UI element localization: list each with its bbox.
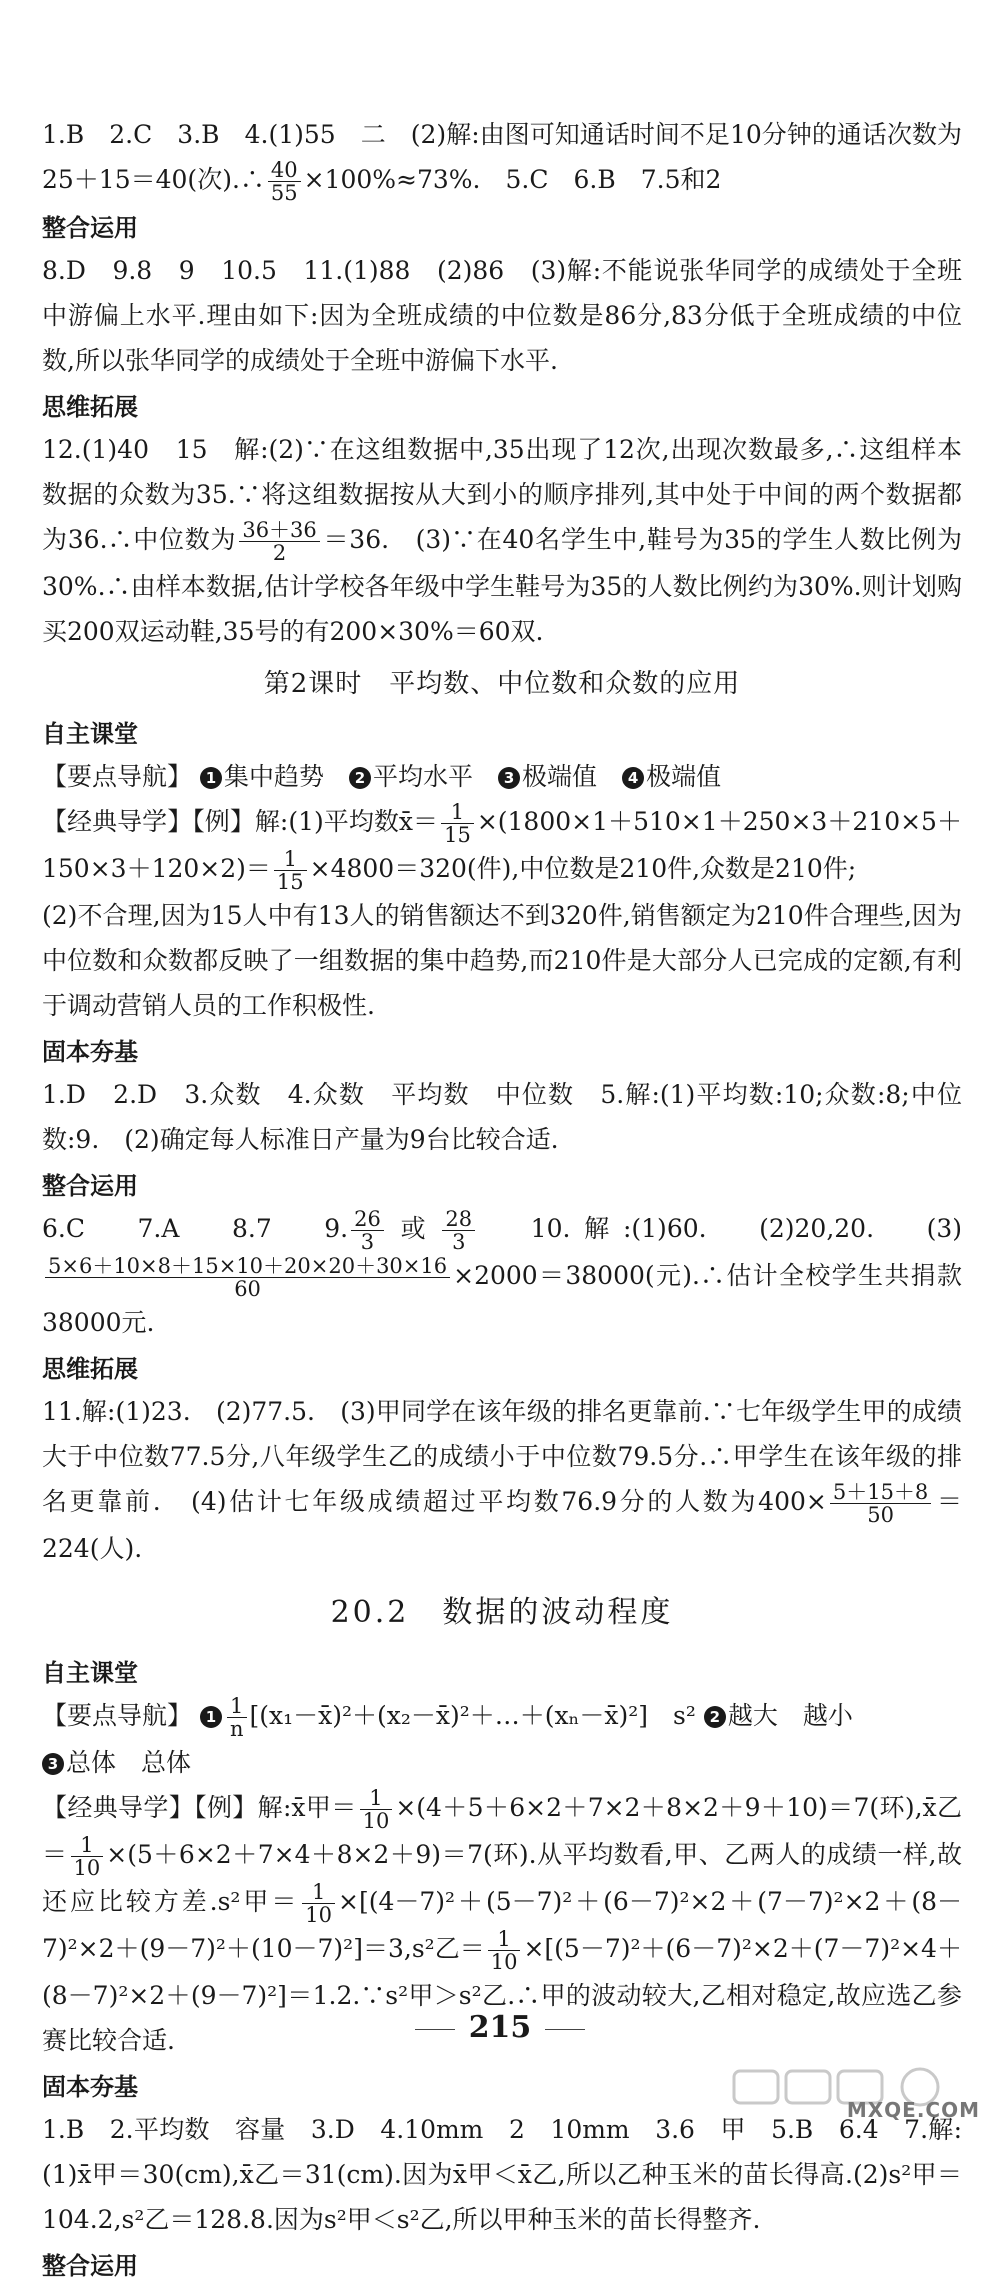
denominator: 10	[73, 1856, 101, 1880]
text: 越大 越小	[727, 1701, 853, 1730]
text: 1.B 2.C 3.B 4.(1)55 二 (2)解:由图可知通话时间不足10分钟的通话	[42, 120, 887, 149]
heading-zhenghe: 整合运用	[42, 214, 138, 242]
numerator: 1	[274, 848, 307, 871]
numerator: 40	[268, 159, 301, 182]
heading-zhenghe: 整合运用	[42, 1172, 138, 1200]
numerator: 26	[351, 1208, 384, 1231]
circled-number: 3	[42, 1753, 64, 1775]
circled-number: 2	[349, 767, 371, 789]
denominator: 2	[272, 541, 287, 565]
watermark-text: MXQE.COM	[846, 2098, 980, 2122]
numerator: 1	[302, 1881, 335, 1904]
answers-block-6	[42, 1389, 962, 1571]
numerator: 1	[360, 1787, 393, 1810]
fraction	[351, 1208, 384, 1253]
numerator: 5＋15＋8	[830, 1481, 931, 1504]
fraction	[268, 159, 301, 204]
example-1	[42, 799, 962, 893]
key-points-2	[42, 1693, 962, 1785]
answers-block-4: 1.D 2.D 3.众数 4.众数 平均数 中位数 5.解:(1)平均数:10;众数:8;中位数:9. (2)确定每人标准日产量为9台比较合适.	[42, 1080, 962, 1154]
text: ×2000＝38000(元).∴估计全校学生共捐款38000元.	[42, 1261, 962, 1337]
text: ×(4＋5＋6×2＋7×2＋8×2＋9＋10)＝7(环),x̄乙＝	[42, 1793, 962, 1869]
text: ＝36. (3)∵在40名学生中,鞋号为35的学生人数比例为30%.∴由样本数据,估计学校各年级中学生鞋号为35的人数比例约为30%.则计划购买200双运动鞋,35号的有200×30%＝60双.	[42, 525, 962, 646]
numerator: 5×6＋10×8＋15×10＋20×20＋30×16	[45, 1255, 450, 1278]
lesson-title: 第2课时 平均数、中位数和众数的应用	[263, 669, 741, 699]
numerator: 1	[71, 1834, 104, 1857]
heading-siwei: 思维拓展	[42, 393, 138, 421]
heading-guben: 固本夯基	[42, 2073, 138, 2101]
fraction	[71, 1834, 104, 1879]
numerator: 1	[441, 801, 474, 824]
heading-guben: 固本夯基	[42, 1038, 138, 1066]
text: ＝224(人).	[42, 1487, 962, 1563]
text: 或	[386, 1214, 440, 1243]
denominator: 3	[452, 1230, 466, 1254]
denominator: 15	[276, 870, 304, 894]
denominator: 60	[234, 1277, 261, 1301]
text: 11.解:(1)23. (2)77.5. (3)甲同学在该年级的排名更靠前.∵七年级学生甲的成绩大于中位数77.5分,八年级学生乙的成绩小于中位数79.5分.∴甲学生在该年级的排名更靠前. (4)估计七年级成绩超过平均数76.9分的人数为400×	[42, 1397, 962, 1516]
fraction	[830, 1481, 931, 1526]
label: 【经典导学】【例】	[42, 807, 255, 836]
text: 极端值	[522, 762, 598, 791]
denominator: 15	[444, 823, 471, 847]
fraction	[239, 519, 319, 564]
fraction	[45, 1255, 450, 1300]
text: ×(1800×1＋510×1＋250×3＋210×5＋150×3＋120×2)＝	[42, 807, 962, 883]
text: 12.(1)40 15 解:(2)∵在这组数据中,35出现了12次,出现次数最多,∴这组样本数据的众数为35.∵将这组数据按从大到小的顺序排列,其中处于中间的两个数据都为36.∴中位数为	[42, 435, 962, 554]
numerator: 28	[442, 1208, 475, 1231]
text: 10.解:(1)60. (2)20,20. (3)	[478, 1214, 962, 1243]
circled-number: 2	[704, 1706, 726, 1728]
answers-block-2: 8.D 9.8 9 10.5 11.(1)88 (2)86 (3)解:不能说张华同学的成绩处于全班中游偏上水平.理由如下:因为全班成绩的中位数是86分,83分低于全班成绩的中位数,所以张华同学的成绩处于全班中游偏下水平.	[42, 256, 962, 375]
text: 解:(1)平均数x̄＝	[254, 807, 439, 836]
formula: [(x₁－x̄)²＋(x₂－x̄)²＋…＋(xₙ－x̄)²] s²	[249, 1701, 696, 1730]
answers-block-1	[42, 112, 962, 204]
denominator: 10	[362, 1809, 390, 1833]
denominator: 55	[270, 181, 298, 205]
label: 【经典导学】【例】	[42, 1793, 258, 1822]
denominator: n	[229, 1717, 244, 1741]
text: ×[(4－7)²＋(5－7)²＋(6－7)²×2＋(7－7)²×2＋(8－7)²×2＋(9－7)²＋(10－7)²]＝3,s²乙＝	[42, 1887, 962, 1963]
text: 总体 总体	[66, 1748, 192, 1777]
text: ×100%≈73%. 5.C 6.B 7.5和2	[303, 165, 722, 194]
circled-number: 4	[622, 767, 644, 789]
page-number: 215	[0, 2010, 1000, 2045]
answers-block-3	[42, 427, 962, 654]
fraction	[442, 1208, 475, 1253]
circled-number: 1	[200, 767, 222, 789]
section-title: 20.2 数据的波动程度	[330, 1595, 674, 1630]
fraction	[274, 848, 307, 893]
heading-zizhu: 自主课堂	[42, 720, 138, 748]
denominator: 10	[305, 1903, 333, 1927]
text: ×(5＋6×2＋7×4＋8×2＋9)＝7(环).从平均数看,甲、乙两人的成绩一样,故还应比较方差.s²甲＝	[42, 1840, 962, 1916]
fraction	[488, 1928, 521, 1973]
text: ×4800＝320(件),中位数是210件,众数是210件;	[309, 854, 857, 883]
fraction	[302, 1881, 335, 1926]
circled-number: 3	[498, 767, 520, 789]
text: 解:x̄甲＝	[257, 1793, 357, 1822]
text: 6.C 7.A 8.7 9.	[42, 1214, 349, 1243]
text: ×[(5－7)²＋(6－7)²×2＋(7－7)²×4＋(8－7)²×2＋(9－7)²]＝1.2.∵s²甲＞s²乙.∴甲的波动较大,乙相对稳定,故应选乙参赛比较合适.	[42, 1934, 962, 2055]
denominator: 50	[867, 1503, 894, 1527]
text: 集中趋势	[223, 762, 324, 791]
text: 平均水平	[373, 762, 474, 791]
heading-siwei: 思维拓展	[42, 1355, 138, 1383]
denominator: 3	[360, 1230, 375, 1254]
answers-block-7: 1.B 2.平均数 容量 3.D 4.10mm 2 10mm 3.6 甲 5.B 6.4 7.解:(1)x̄甲＝30(cm),x̄乙＝31(cm).因为x̄甲＜x̄乙,所以乙种玉米的苗长得高.(2)s²甲＝104.2,s²乙＝128.8.因为s²甲＜s²乙,所以甲种玉米的苗长得整齐.	[42, 2115, 962, 2234]
text: 次数为25＋15＝40(次).∴	[42, 120, 962, 194]
numerator: 1	[488, 1928, 521, 1951]
label: 【要点导航】	[42, 762, 193, 791]
circled-number: 1	[200, 1706, 222, 1728]
fraction	[360, 1787, 393, 1832]
numerator: 36＋36	[239, 519, 319, 542]
label: 【要点导航】	[42, 1701, 193, 1730]
fraction	[227, 1695, 247, 1740]
text: 极端值	[646, 762, 722, 791]
denominator: 10	[490, 1950, 518, 1974]
heading-zizhu: 自主课堂	[42, 1659, 138, 1687]
fraction	[441, 801, 474, 846]
key-points-1	[42, 754, 962, 799]
numerator: 1	[227, 1695, 247, 1718]
answers-block-5	[42, 1206, 962, 1345]
answer-content	[42, 112, 962, 2286]
heading-zhenghe: 整合运用	[42, 2252, 138, 2280]
example-1-part-2: (2)不合理,因为15人中有13人的销售额达不到320件,销售额定为210件合理些,因为中位数和众数都反映了一组数据的集中趋势,而210件是大部分人已完成的定额,有利于调动营销人员的工作积极性.	[42, 901, 962, 1020]
